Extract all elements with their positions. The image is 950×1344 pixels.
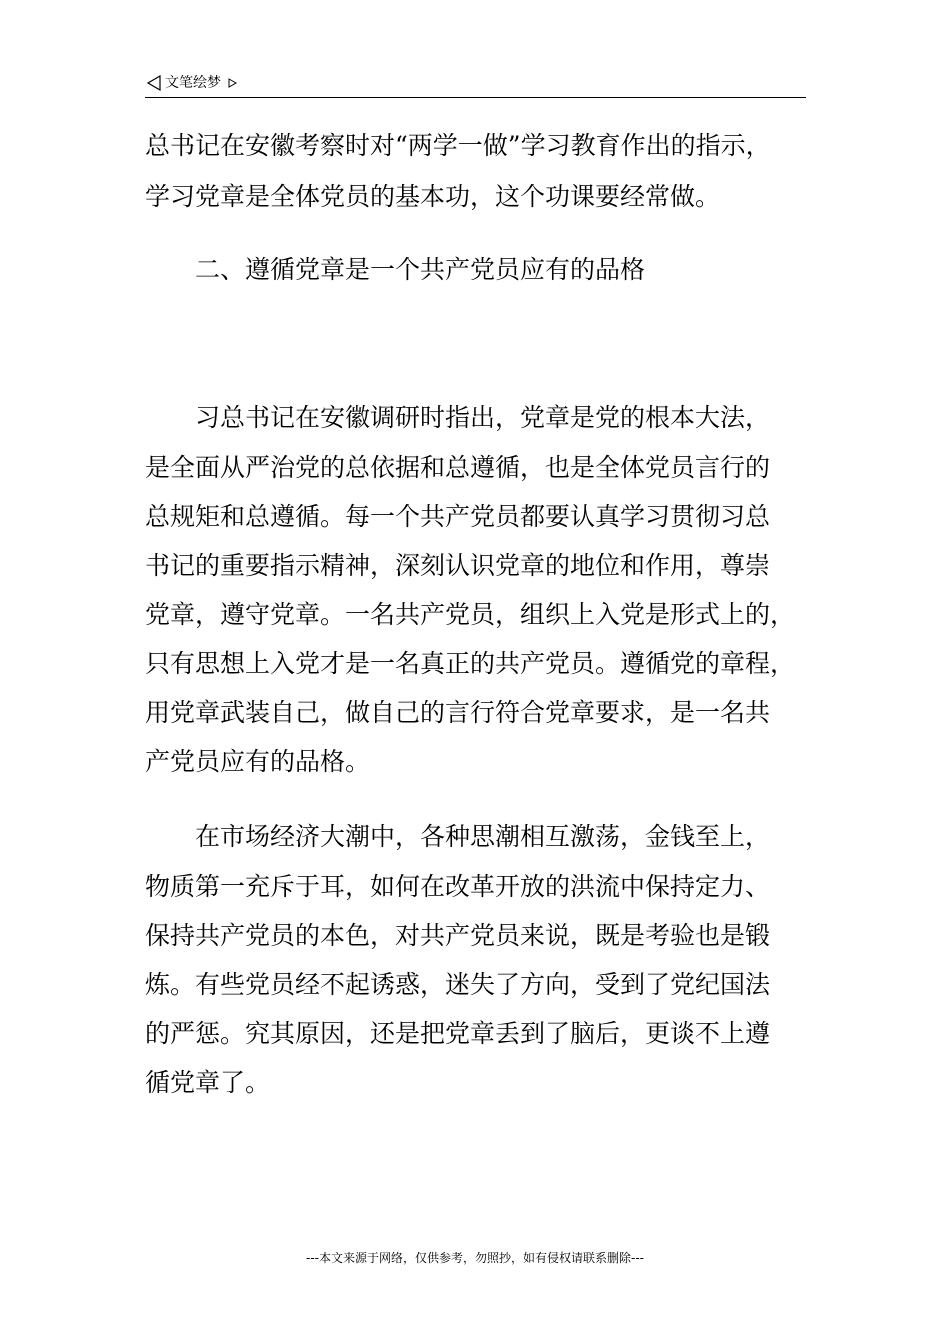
triangle-left-icon xyxy=(147,75,161,91)
text-line-content: 循党章了。 xyxy=(145,1068,271,1097)
text-line-content: 物质第一充斥于耳，如何在改革开放的洪流中保持定力、 xyxy=(145,872,771,901)
text-line-content: 是全面从严治党的总依据和总遵循，也是全体党员言行的 xyxy=(145,453,771,482)
text-line-content: 只有思想上入党才是一名真正的共产党员。遵循党的章程， xyxy=(145,649,796,678)
text-line-content: 在市场经济大潮中，各种思潮相互激荡，金钱至上， xyxy=(195,822,771,851)
text-line-content: 总书记在安徽考察时对“两学一做”学习教育作出的指示， xyxy=(145,131,771,160)
header-brand xyxy=(147,75,237,91)
text-line-content: 的严惩。究其原因，还是把党章丢到了脑后，更谈不上遵 xyxy=(145,1019,771,1048)
header-title: 文笔绘梦 xyxy=(165,75,221,91)
text-line-content: 保持共产党员的本色，对共产党员来说，既是考验也是锻 xyxy=(145,921,771,950)
section-heading-text: 二、遵循党章是一个共产党员应有的品格 xyxy=(195,255,646,284)
text-line-content: 总规矩和总遵循。每一个共产党员都要认真学习贯彻习总 xyxy=(145,502,771,531)
page-footer-disclaimer: ---本文来源于网络，仅供参考，勿照抄，如有侵权请联系删除--- xyxy=(306,1251,644,1265)
text-line-content: 产党员应有的品格。 xyxy=(145,747,371,776)
text-line-content: 书记的重要指示精神，深刻认识党章的地位和作用，尊崇 xyxy=(145,551,771,580)
text-line-content: 学习党章是全体党员的基本功，这个功课要经常做。 xyxy=(145,182,721,211)
triangle-right-icon xyxy=(228,78,237,88)
text-line-content: 党章，遵守党章。一名共产党员，组织上入党是形式上的， xyxy=(145,600,796,629)
text-line-content: 炼。有些党员经不起诱惑，迷失了方向，受到了党纪国法 xyxy=(145,970,771,999)
text-line-content: 习总书记在安徽调研时指出，党章是党的根本大法， xyxy=(195,403,771,432)
page-header xyxy=(145,72,806,98)
text-line-content: 用党章武装自己，做自己的言行符合党章要求，是一名共 xyxy=(145,698,771,727)
